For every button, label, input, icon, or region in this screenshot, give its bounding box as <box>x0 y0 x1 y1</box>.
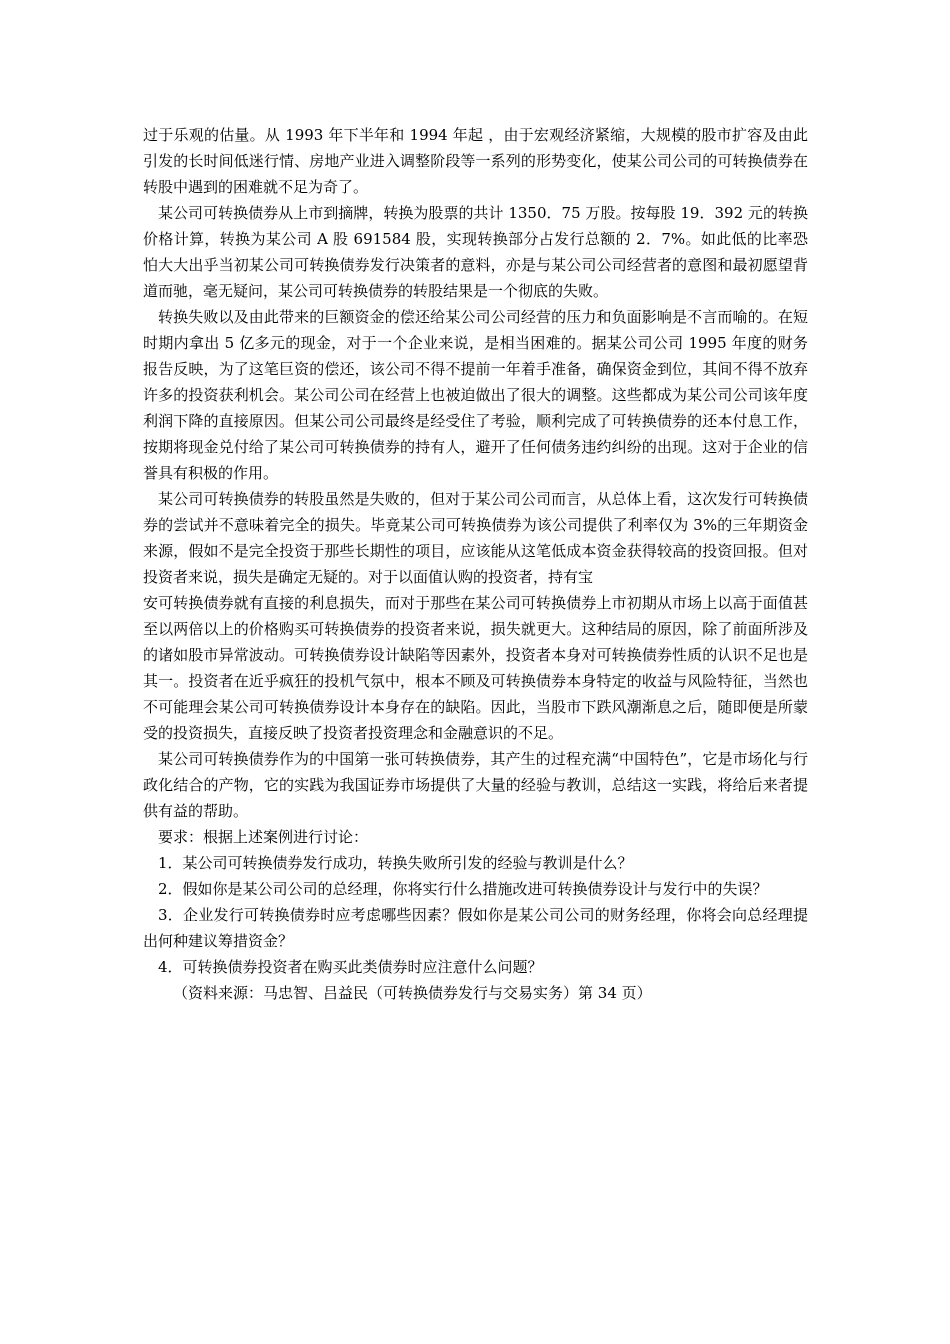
source-citation: （资料来源：马忠智、吕益民（可转换债券发行与交易实务）第 34 页） <box>173 984 652 1002</box>
document-page <box>143 122 808 1006</box>
paragraph-repayment-pressure: 转换失败以及由此带来的巨额资金的偿还给某公司公司经营的压力和负面影响是不言而喻的。在短时期内拿出 5 亿多元的现金，对于一个企业来说，是相当困难的。据某公司公司 1995 年度的财务报告反映，为了这笔巨资的偿还，该公司不得不提前一年着手准备，确保资金到位，其间不得不放弃许多的投资获利机会。某公司公司在经营上也被迫做出了很大的调整。这些都成为某公司公司该年度利润下降的直接原因。但某公司公司最终是经受住了考验，顺利完成了可转换债券的还本付息工作，按期将现金兑付给了某公司可转换债券的持有人，避开了任何债务违约纠纷的出现。这对于企业的信誉具有积极的作用。 <box>143 308 808 482</box>
paragraph-conclusion: 某公司可转换债券作为的中国第一张可转换债券，其产生的过程充满“中国特色”，它是市场化与行政化结合的产物，它的实践为我国证券市场提供了大量的经验与教训，总结这一实践，将给后来者提供有益的帮助。 <box>143 750 808 820</box>
question-2: 2．假如你是某公司公司的总经理，你将实行什么措施改进可转换债券设计与发行中的失误？ <box>158 880 768 898</box>
paragraph-investor-loss-continued: 安可转换债券就有直接的利息损失，而对于那些在某公司可转换债券上市初期从市场上以高于面值甚至以两倍以上的价格购买可转换债券的投资者来说，损失就更大。这种结局的原因，除了前面所涉及的诸如股市异常波动。可转换债券设计缺陷等因素外，投资者本身对可转换债券性质的认识不足也是其一。投资者在近乎疯狂的投机气氛中，根本不顾及可转换债券本身特定的收益与风险特征，当然也不可能理会某公司可转换债券设计本身存在的缺陷。因此，当股市下跌风潮渐息之后，随即便是所蒙受的投资损失，直接反映了投资者投资理念和金融意识的不足。 <box>143 594 808 742</box>
question-1: 1．某公司可转换债券发行成功，转换失败所引发的经验与教训是什么？ <box>158 854 633 872</box>
question-3: 3．企业发行可转换债券时应考虑哪些因素？假如你是某公司公司的财务经理，你将会向总经理提出何种建议筹措资金？ <box>143 906 808 950</box>
paragraph-investor-loss: 某公司可转换债券的转股虽然是失败的，但对于某公司公司而言，从总体上看，这次发行可转换债券的尝试并不意味着完全的损失。毕竟某公司可转换债券为该公司提供了利率仅为 3%的三年期资金来源，假如不是完全投资于那些长期性的项目，应该能从这笔低成本资金获得较高的投资回报。但对投资者来说，损失是确定无疑的。对于以面值认购的投资者，持有宝 <box>143 490 808 586</box>
requirement-intro: 要求：根据上述案例进行讨论： <box>158 828 369 846</box>
paragraph-conversion-result: 某公司可转换债券从上市到摘牌，转换为股票的共计 1350．75 万股。按每股 19．392 元的转换价格计算，转换为某公司 A 股 691584 股，实现转换部分占发行总额的 2．7%。如此低的比率恐怕大大出乎当初某公司可转换债券发行决策者的意料，亦是与某公司公司经营者的意图和最初愿望背道而驰，毫无疑问，某公司可转换债券的转股结果是一个彻底的失败。 <box>143 204 808 300</box>
paragraph-continuation: 过于乐观的估量。从 1993 年下半年和 1994 年起 ，由于宏观经济紧缩，大规模的股市扩容及由此引发的长时间低迷行情、房地产业进入调整阶段等一系列的形势变化，使某公司公司的可转换债券在转股中遇到的困难就不足为奇了。 <box>143 126 808 196</box>
question-4: 4．可转换债券投资者在购买此类债券时应注意什么问题？ <box>158 958 543 976</box>
